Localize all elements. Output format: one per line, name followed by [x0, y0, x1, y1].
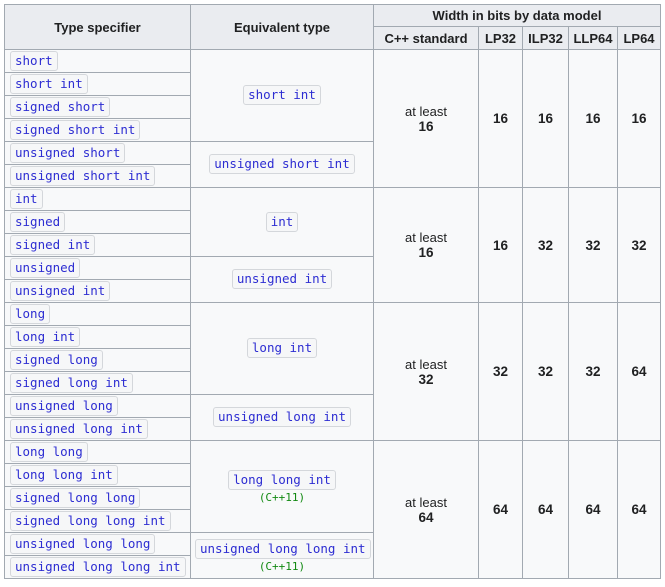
- at-least-label: at least: [405, 494, 447, 510]
- type-specifier-link[interactable]: signed long long: [10, 488, 140, 508]
- equivalent-type-link[interactable]: unsigned long int: [213, 407, 351, 427]
- type-specifier-cell: [5, 487, 191, 510]
- width-cell-llp64: 32: [569, 303, 618, 441]
- cpp-standard-cell: [374, 303, 479, 441]
- width-cell-lp64: 16: [618, 50, 661, 188]
- equivalent-type-link[interactable]: long int: [247, 338, 317, 358]
- type-specifier-link[interactable]: unsigned long long int: [10, 557, 186, 577]
- type-specifier-cell: [5, 326, 191, 349]
- type-specifier-cell: [5, 73, 191, 96]
- type-specifier-cell: [5, 556, 191, 579]
- equivalent-type-link[interactable]: unsigned long long int: [195, 539, 371, 559]
- cpp11-note-link[interactable]: (C++11): [258, 490, 306, 504]
- type-specifier-link[interactable]: signed short int: [10, 120, 140, 140]
- type-specifier-link[interactable]: unsigned short int: [10, 166, 155, 186]
- type-specifier-cell: [5, 395, 191, 418]
- type-specifier-link[interactable]: signed short: [10, 97, 110, 117]
- type-specifier-cell: [5, 533, 191, 556]
- type-specifier-link[interactable]: short int: [10, 74, 88, 94]
- cpp-standard-cell: [374, 188, 479, 303]
- type-specifier-link[interactable]: unsigned long int: [10, 419, 148, 439]
- standard-bits: 64: [418, 509, 434, 525]
- type-specifier-cell: [5, 234, 191, 257]
- type-specifier-link[interactable]: unsigned long: [10, 396, 118, 416]
- type-specifier-link[interactable]: long long: [10, 442, 88, 462]
- width-cell-lp32: 64: [479, 441, 523, 579]
- equivalent-type-cell: [191, 257, 374, 303]
- cpp-standard-cell: [374, 50, 479, 188]
- at-least-label: at least: [405, 356, 447, 372]
- type-specifier-cell: [5, 303, 191, 326]
- width-cell-lp64: 64: [618, 303, 661, 441]
- type-specifier-link[interactable]: signed: [10, 212, 65, 232]
- type-specifier-cell: [5, 50, 191, 73]
- equivalent-type-cell: [191, 395, 374, 441]
- type-specifier-cell: [5, 464, 191, 487]
- equivalent-type-cell: [191, 533, 374, 579]
- width-cell-llp64: 64: [569, 441, 618, 579]
- width-cell-ilp32: 32: [523, 188, 569, 303]
- type-specifier-link[interactable]: short: [10, 51, 58, 71]
- standard-bits: 32: [418, 371, 434, 387]
- table-row: [5, 303, 661, 326]
- type-specifier-link[interactable]: signed long long int: [10, 511, 171, 531]
- type-specifier-cell: [5, 257, 191, 280]
- width-cell-llp64: 16: [569, 50, 618, 188]
- type-specifier-link[interactable]: long long int: [10, 465, 118, 485]
- width-cell-ilp32: 16: [523, 50, 569, 188]
- col-header-llp64: LLP64: [569, 27, 618, 50]
- equivalent-type-link[interactable]: int: [266, 212, 299, 232]
- width-cell-lp64: 64: [618, 441, 661, 579]
- width-cell-lp32: 32: [479, 303, 523, 441]
- type-specifier-link[interactable]: unsigned short: [10, 143, 125, 163]
- width-cell-lp32: 16: [479, 188, 523, 303]
- equivalent-type-cell: [191, 142, 374, 188]
- table-row: [5, 50, 661, 73]
- at-least-label: at least: [405, 230, 447, 245]
- width-cell-lp32: 16: [479, 50, 523, 188]
- width-cell-ilp32: 64: [523, 441, 569, 579]
- header-row-1: [5, 5, 661, 27]
- type-specifier-link[interactable]: unsigned int: [10, 281, 110, 301]
- type-specifier-cell: [5, 119, 191, 142]
- type-specifier-cell: [5, 142, 191, 165]
- cpp11-note-link[interactable]: (C++11): [258, 559, 306, 573]
- type-specifier-link[interactable]: int: [10, 189, 43, 209]
- col-header-lp32: LP32: [479, 27, 523, 50]
- col-header-type-specifier: Type specifier: [5, 5, 191, 50]
- type-specifier-cell: [5, 510, 191, 533]
- type-specifier-cell: [5, 418, 191, 441]
- col-header-width-group: Width in bits by data model: [374, 5, 661, 27]
- col-header-ilp32: ILP32: [523, 27, 569, 50]
- type-specifier-link[interactable]: signed int: [10, 235, 95, 255]
- equivalent-type-link[interactable]: long long int: [228, 470, 336, 490]
- integer-types-table: [4, 4, 661, 579]
- width-cell-ilp32: 32: [523, 303, 569, 441]
- equivalent-type-link[interactable]: short int: [243, 85, 321, 105]
- type-specifier-cell: [5, 372, 191, 395]
- cpp-standard-cell: [374, 441, 479, 579]
- col-header-cpp-standard: C++ standard: [374, 27, 479, 50]
- type-specifier-link[interactable]: signed long int: [10, 373, 133, 393]
- type-specifier-link[interactable]: long: [10, 304, 50, 324]
- equivalent-type-cell: [191, 303, 374, 395]
- equivalent-type-cell: [191, 188, 374, 257]
- table-row: [5, 188, 661, 211]
- at-least-label: at least: [405, 103, 447, 119]
- equivalent-type-link[interactable]: unsigned short int: [209, 154, 354, 174]
- col-header-lp64: LP64: [618, 27, 661, 50]
- type-specifier-cell: [5, 349, 191, 372]
- type-specifier-cell: [5, 441, 191, 464]
- equivalent-type-cell: [191, 50, 374, 142]
- table-row: [5, 441, 661, 464]
- type-specifier-link[interactable]: signed long: [10, 350, 103, 370]
- standard-bits: 16: [418, 118, 434, 134]
- type-specifier-cell: [5, 165, 191, 188]
- width-cell-llp64: 32: [569, 188, 618, 303]
- col-header-equivalent-type: Equivalent type: [191, 5, 374, 50]
- equivalent-type-cell: [191, 441, 374, 533]
- type-specifier-link[interactable]: unsigned long long: [10, 534, 155, 554]
- type-specifier-link[interactable]: unsigned: [10, 258, 80, 278]
- type-specifier-link[interactable]: long int: [10, 327, 80, 347]
- type-specifier-cell: [5, 188, 191, 211]
- type-specifier-cell: [5, 280, 191, 303]
- type-specifier-cell: [5, 211, 191, 234]
- type-specifier-cell: [5, 96, 191, 119]
- standard-bits: 16: [418, 245, 434, 260]
- equivalent-type-link[interactable]: unsigned int: [232, 269, 332, 289]
- width-cell-lp64: 32: [618, 188, 661, 303]
